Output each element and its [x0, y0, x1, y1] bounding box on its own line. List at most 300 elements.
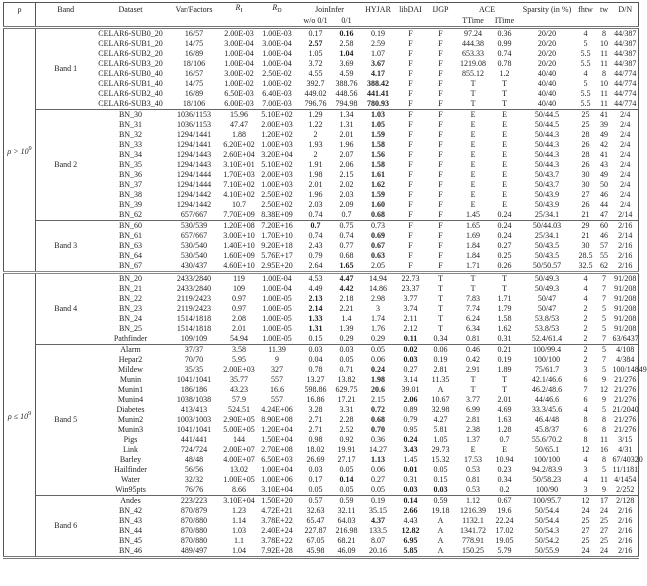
cell-ri: 3.00E-04 [224, 39, 254, 48]
cell-libdai: F [408, 200, 413, 209]
cell-hyjar: 0.06 [371, 465, 386, 474]
ri-label: R [235, 3, 241, 12]
best-value: 1.60 [371, 200, 386, 209]
best-value: 1.61 [371, 170, 386, 179]
cell-rd: 1.00E-04 [262, 59, 292, 68]
cell-fhtw: 4 [576, 28, 596, 40]
cell-tw: 60 [596, 221, 613, 232]
cell-libdai: F [408, 210, 413, 219]
cell-dn: 63/6437 [612, 334, 639, 343]
cell-sparsity: 75/61.7 [534, 365, 560, 374]
cell-hyjar: 2.98 [371, 294, 386, 303]
cell-var-factors: 1514/1818 [176, 324, 212, 333]
cell-ace-ttime: 0.53 [466, 465, 481, 474]
cell-joininfer-01: 2.52 [339, 425, 354, 434]
cell-hyjar [361, 455, 396, 465]
cell-sparsity: 50/44.5 [534, 120, 560, 129]
cell-libdai: F [408, 140, 413, 149]
cell-dn: 4/31 [613, 445, 639, 455]
cell-rd: 5.10E+02 [261, 160, 293, 169]
cell-dn: 2/16 [613, 506, 639, 516]
cell-sparsity: 53.8/53 [534, 314, 560, 323]
cell-ace-ttime: 0.46 [456, 345, 491, 356]
cell-fhtw: 26 [581, 160, 590, 169]
cell-sparsity: 46.2/48.6 [531, 385, 563, 394]
cell-joininfer-01: 1.34 [333, 110, 361, 121]
cell-ace-itime: T [502, 99, 507, 108]
cell-var-factors: 18/106 [182, 99, 206, 108]
cell-rd: 4.24E+06 [261, 405, 293, 414]
cell-sparsity: 46.4/48 [534, 415, 560, 424]
cell-dn: 2/14 [613, 210, 639, 221]
cell-var-factors: 223/223 [166, 496, 223, 507]
cell-ace-ttime: T [470, 385, 476, 394]
cell-hyjar: 0.29 [371, 334, 386, 343]
best-value: 3.43 [403, 445, 418, 454]
cell-libdai: F [408, 241, 413, 250]
best-value: 388.42 [367, 79, 390, 88]
cell-tw: 25 [600, 536, 609, 545]
cell-joininfer-01: 0.75 [333, 221, 361, 232]
cell-ri: 1.00E-04 [224, 49, 254, 58]
cell-sparsity: 33.3/45.6 [531, 405, 563, 414]
cell-fhtw: 12 [576, 496, 596, 507]
cell-fhtw: 28.5 [578, 251, 593, 260]
cell-ace-ttime: 7.83 [466, 294, 481, 303]
cell-joininfer-01: 2.07 [339, 150, 354, 159]
cell-joininfer-wo01: 3.72 [308, 59, 323, 68]
cell-libdai [396, 465, 426, 475]
cell-hyjar [361, 210, 396, 221]
cell-libdai: F [396, 221, 426, 232]
cell-joininfer-01 [333, 273, 361, 285]
cell-fhtw: 2 [583, 355, 588, 364]
cell-dataset: Water [121, 475, 140, 484]
cell-dn: 2/16 [613, 251, 639, 261]
cell-ijgp: 4.27 [433, 415, 448, 424]
cell-rd: 1.00E+04 [261, 465, 293, 474]
cell-ijgp: 0.59 [426, 496, 456, 507]
best-value: 4.42 [339, 284, 354, 293]
cell-ace-itime: 4.69 [497, 405, 512, 414]
band-label: Band 1 [36, 28, 96, 110]
cell-sparsity: 100/90 [535, 485, 559, 494]
cell-joininfer-wo01: 2.43 [308, 241, 323, 250]
cell-var-factors: 1294/1441 [176, 140, 212, 149]
table-row [4, 294, 639, 304]
cell-libdai: F [408, 59, 413, 68]
cell-var-factors: 530/539 [166, 221, 223, 232]
subheader-empty [361, 16, 456, 28]
cell-joininfer-01: 2.28 [339, 415, 354, 424]
best-value: 2.13 [308, 294, 323, 303]
cell-ri: 119 [223, 273, 256, 285]
cell-var-factors: 109/109 [180, 334, 208, 343]
cell-ri: 1.88 [232, 130, 246, 139]
best-value: 0.16 [339, 29, 354, 38]
cell-dataset: BN_31 [118, 120, 143, 129]
cell-var-factors: 870/880 [180, 536, 208, 545]
cell-rd: 9.20E+18 [261, 241, 293, 250]
cell-hyjar [361, 89, 396, 99]
cell-hyjar [361, 170, 396, 180]
cell-ijgp: F [438, 120, 443, 129]
cell-joininfer-wo01: 4.55 [308, 69, 323, 78]
cell-joininfer-wo01: 0.17 [299, 28, 333, 40]
cell-ijgp: F [438, 39, 443, 48]
cell-ace-ttime: 6.34 [466, 324, 481, 333]
cell-ace-itime: 0.21 [491, 345, 519, 356]
cell-rd: 3.78E+22 [261, 536, 293, 545]
cell-dn: 21/276 [613, 415, 639, 425]
cell-rd: 6.50E+03 [261, 455, 293, 464]
cell-joininfer-wo01: 1.93 [308, 140, 323, 149]
cell-fhtw: 2 [583, 314, 588, 323]
cell-tw: 8 [596, 28, 613, 40]
cell-var-factors: 32/32 [184, 475, 204, 484]
cell-ri: 2.00E+07 [223, 445, 255, 454]
cell-dn: 21/2040 [612, 405, 639, 414]
cell-ri: 7.10E+02 [223, 180, 255, 189]
cell-rd: 2.95E+20 [261, 261, 293, 270]
cell-rd: 1.00E-05 [262, 304, 292, 313]
best-value: 0.67 [371, 241, 386, 250]
cell-dataset: Hepar2 [118, 355, 143, 364]
cell-joininfer-wo01: 4.53 [299, 273, 333, 285]
cell-joininfer-wo01: 1.96 [308, 190, 323, 199]
cell-dn: 2/4 [613, 170, 639, 180]
cell-ijgp: T [438, 314, 443, 323]
cell-dn: 2/16 [613, 221, 639, 232]
cell-dn: 44/387 [613, 59, 639, 69]
cell-ri: 47.47 [230, 120, 248, 129]
cell-fhtw: 8 [583, 435, 588, 444]
cell-rd: 7.20E+16 [256, 221, 299, 232]
cell-libdai: F [408, 251, 413, 260]
cell-rd: 1.00E-05 [262, 294, 292, 303]
cell-tw: 49 [600, 170, 609, 179]
cell-rd: 1.00E+03 [261, 140, 293, 149]
cell-fhtw: 12 [581, 445, 590, 454]
cell-joininfer-01: 2.18 [339, 294, 354, 303]
cell-ijgp: F [438, 261, 443, 270]
cell-var-factors: 1294/1442 [176, 190, 212, 199]
cell-dataset: BN_67 [118, 261, 143, 270]
cell-fhtw: 30 [581, 180, 590, 189]
cell-sparsity: 50/58.23 [532, 475, 562, 484]
table-row [4, 150, 639, 160]
best-value: 0.68 [371, 210, 386, 219]
cell-hyjar [361, 120, 396, 130]
cell-fhtw: 32.5 [578, 261, 593, 270]
cell-sparsity: 40/40 [537, 89, 557, 98]
cell-rd: 1.20E+02 [261, 130, 293, 139]
cell-joininfer-wo01 [299, 294, 333, 304]
cell-joininfer-01 [333, 49, 361, 59]
cell-dn: 2/4 [613, 160, 639, 170]
cell-ace-itime: 0.24 [497, 231, 512, 240]
cell-rd: 5.76E+17 [261, 251, 293, 260]
cell-ace-itime: E [502, 180, 507, 189]
cell-hyjar [361, 241, 396, 251]
cell-joininfer-wo01: 2.64 [308, 261, 323, 270]
cell-ri: 1.60E+09 [223, 251, 255, 260]
cell-var-factors: 1041/1041 [176, 375, 212, 384]
cell-ace-itime: 1.89 [497, 365, 512, 374]
cell-joininfer-01: 1.31 [339, 120, 354, 129]
cell-tw: 5 [602, 304, 607, 313]
cell-libdai: F [408, 130, 413, 139]
cell-ace-ttime: 1.71 [466, 261, 481, 270]
cell-libdai [396, 536, 426, 546]
cell-ace-ttime: 1.69 [466, 231, 481, 240]
cell-joininfer-wo01: 13.27 [306, 375, 325, 384]
cell-tw: 24 [600, 506, 609, 515]
cell-dn: 44/774 [613, 89, 639, 99]
cell-ace-itime: 0.24 [491, 221, 519, 232]
ri-subscript: I [240, 8, 243, 14]
cell-libdai: 4.43 [403, 516, 418, 525]
cell-ijgp: 10.67 [431, 395, 450, 404]
cell-dn: 2/4 [613, 190, 639, 200]
best-value: 0.7 [310, 221, 321, 230]
cell-tw: 46 [600, 231, 609, 240]
cell-ace-ttime: 3.77 [466, 395, 481, 404]
cell-ace-ttime: E [470, 445, 476, 454]
cell-ace-itime: E [502, 130, 507, 139]
cell-ace-ttime: 1.84 [466, 251, 481, 260]
cell-rd: 1.20E+04 [261, 425, 293, 434]
cell-joininfer-wo01: 449.02 [304, 89, 327, 98]
cell-ace-itime: 2.01 [497, 395, 512, 404]
cell-hyjar: 1.74 [371, 314, 386, 323]
cell-sparsity: 42.1/46.6 [531, 375, 563, 384]
subheader-empty [4, 16, 36, 28]
cell-libdai: 3.77 [403, 294, 418, 303]
cell-ri: 1.14 [232, 516, 246, 525]
cell-tw: 57 [600, 241, 609, 250]
cell-ri: 57.9 [232, 395, 246, 404]
cell-joininfer-01: 0.77 [339, 241, 354, 250]
cell-dn: 2/16 [613, 516, 639, 526]
cell-tw: 5 [602, 324, 607, 333]
cell-libdai [396, 445, 426, 455]
cell-sparsity: 25/34.1 [534, 210, 560, 219]
cell-ijgp [426, 485, 456, 496]
cell-libdai: 0.79 [403, 415, 418, 424]
cell-sparsity: 50/44.3 [534, 130, 560, 139]
cell-dataset: BN_60 [96, 221, 166, 232]
cell-ijgp: 0.19 [433, 355, 448, 364]
cell-rd: 1.00E-04 [262, 49, 292, 58]
cell-fhtw: 29 [576, 221, 596, 232]
cell-fhtw: 2 [583, 334, 588, 343]
cell-dataset: CELAR6-SUB0_20 [96, 28, 166, 40]
cell-dn: 100/14849 [612, 365, 647, 374]
cell-sparsity: 50/55.9 [519, 546, 576, 558]
table-row [4, 405, 639, 415]
cell-ace-ttime: E [470, 170, 476, 179]
cell-ace-itime: 0.78 [497, 59, 512, 68]
header-tw: tw [596, 3, 613, 17]
cell-hyjar: 0.19 [361, 28, 396, 40]
cell-fhtw: 4 [583, 294, 588, 303]
cell-tw: 41 [600, 150, 609, 159]
band-label: Band 2 [36, 110, 96, 221]
cell-ace-ttime: 1.45 [466, 210, 481, 219]
cell-dataset: CELAR6-SUB2_40 [98, 89, 163, 98]
cell-ace-ttime: 1.65 [456, 221, 491, 232]
cell-dn: 11/1181 [612, 465, 639, 474]
cell-hyjar: 2.15 [371, 395, 386, 404]
cell-joininfer-wo01: 65.47 [306, 516, 325, 525]
cell-joininfer-wo01: 0.15 [308, 334, 323, 343]
cell-ace-itime: 0.2 [499, 485, 510, 494]
table-row [4, 261, 639, 273]
cell-tw: 7 [602, 284, 607, 293]
cell-sparsity: 40/40 [537, 69, 557, 78]
cell-fhtw: 5.5 [580, 99, 591, 108]
table-row [4, 251, 639, 261]
cell-joininfer-wo01: 796.76 [304, 99, 327, 108]
cell-dn: 2/4 [613, 200, 639, 210]
subheader-row [4, 16, 639, 28]
cell-dn: 21/276 [613, 375, 639, 385]
cell-joininfer-wo01 [299, 39, 333, 49]
cell-rd: 1.00E-03 [256, 28, 299, 40]
cell-tw: 42 [600, 140, 609, 149]
cell-dn: 44/774 [613, 69, 639, 79]
cell-dataset: BN_62 [118, 210, 143, 219]
cell-joininfer-wo01: 392.7 [306, 79, 325, 88]
cell-sparsity: 45.8/37 [534, 425, 560, 434]
cell-ace-itime: 1.2 [499, 69, 510, 78]
cell-dataset: Hailfinder [114, 465, 147, 474]
cell-ace-itime: 1.71 [497, 294, 512, 303]
cell-ri: 2.00E-03 [224, 29, 254, 38]
cell-libdai [396, 345, 426, 356]
cell-libdai: F [408, 160, 413, 169]
cell-dn: 44/387 [613, 39, 639, 49]
cell-ace-itime: E [502, 140, 507, 149]
cell-tw: 25 [600, 516, 609, 525]
cell-joininfer-wo01: 1.29 [299, 110, 333, 121]
best-value: 1.58 [371, 160, 386, 169]
cell-ri: 2.90E+05 [223, 415, 255, 424]
cell-ace-ttime: 2.91 [466, 365, 481, 374]
table-row [4, 445, 639, 455]
cell-joininfer-wo01: 0.17 [308, 475, 323, 484]
cell-hyjar [361, 425, 396, 435]
subheader-itime: ITime [491, 16, 519, 28]
cell-dn: 4/384 [613, 355, 639, 365]
best-value: 1.03 [371, 110, 386, 119]
cell-libdai: 3.14 [403, 375, 418, 384]
cell-tw: 8 [602, 69, 607, 78]
cell-dn: 67/40320 [612, 455, 643, 464]
cell-joininfer-wo01 [299, 304, 333, 314]
cell-ace-itime: E [502, 170, 507, 179]
table-row [4, 99, 639, 110]
cell-libdai: F [408, 170, 413, 179]
cell-rd: 2.70E+08 [261, 445, 293, 454]
cell-ace-itime: 5.79 [491, 546, 519, 558]
cell-hyjar [361, 99, 396, 110]
cell-ace-itime: 0.74 [497, 49, 512, 58]
cell-ri: 1.40E+10 [223, 241, 255, 250]
cell-ace-ttime: 0.42 [466, 355, 481, 364]
cell-rd: 1.00E-05 [262, 334, 292, 343]
table-row [4, 496, 639, 507]
table-row [4, 485, 639, 496]
cell-fhtw: 4 [583, 69, 588, 78]
cell-tw: 55 [600, 251, 609, 260]
cell-ace-ttime: E [456, 110, 491, 121]
cell-ace-ttime: 17.53 [464, 455, 483, 464]
cell-var-factors: 2433/2840 [176, 284, 212, 293]
cell-ijgp: T [438, 284, 443, 293]
cell-rd: 8.38E+09 [261, 210, 293, 219]
cell-dataset: Pathfinder [113, 334, 148, 343]
cell-hyjar: 0.05 [361, 345, 396, 356]
cell-tw: 39 [600, 120, 609, 129]
cell-ace-itime: 0.99 [497, 39, 512, 48]
cell-joininfer-wo01: 0.74 [308, 231, 323, 240]
cell-rd: 9 [275, 355, 279, 364]
cell-dataset: BN_45 [118, 536, 143, 545]
cell-ace-ttime: E [470, 180, 476, 189]
cell-ijgp: A [437, 516, 444, 525]
cell-ijgp: F [438, 241, 443, 250]
cell-ijgp: A [437, 526, 444, 535]
cell-fhtw: 7 [583, 385, 588, 394]
cell-tw: 50 [600, 180, 609, 189]
cell-rd: 5.10E+02 [256, 110, 299, 121]
cell-rd: 2.50E+02 [261, 200, 293, 209]
table-row [4, 516, 639, 526]
cell-ijgp: 29.73 [431, 445, 450, 454]
cell-var-factors: 430/437 [180, 261, 208, 270]
cell-joininfer-wo01: 1.05 [308, 49, 323, 58]
table-row [4, 334, 639, 345]
cell-fhtw: 3 [583, 465, 588, 474]
cell-ace-ttime: T [470, 284, 476, 293]
cell-rd: 1.00E-04 [256, 273, 299, 285]
cell-fhtw: 6 [583, 375, 588, 384]
subheader-empty [519, 16, 639, 28]
cell-joininfer-01: 794.98 [335, 99, 358, 108]
rd-label: R [272, 3, 278, 12]
cell-ace-itime: T [491, 273, 519, 285]
best-value: 0.72 [371, 405, 386, 414]
cell-hyjar [361, 516, 396, 526]
cell-dataset: CELAR6-SUB1_40 [98, 79, 163, 88]
header-ri [223, 3, 256, 17]
cell-tw: 10 [600, 79, 609, 88]
band-label: Band 6 [36, 496, 96, 558]
cell-dn: 91/208 [613, 314, 639, 324]
cell-ri: 3.00E+10 [223, 231, 255, 240]
cell-hyjar: 0.27 [371, 475, 386, 484]
cell-tw: 10 [600, 39, 609, 48]
cell-hyjar: 0.36 [371, 435, 386, 444]
cell-sparsity: 50/54.2 [534, 536, 560, 545]
cell-tw: 7 [602, 334, 607, 343]
best-value: 4.47 [339, 274, 354, 283]
cell-joininfer-01: 3.31 [339, 405, 354, 414]
best-value: 4.37 [371, 516, 386, 525]
cell-dataset: BN_21 [118, 284, 143, 293]
